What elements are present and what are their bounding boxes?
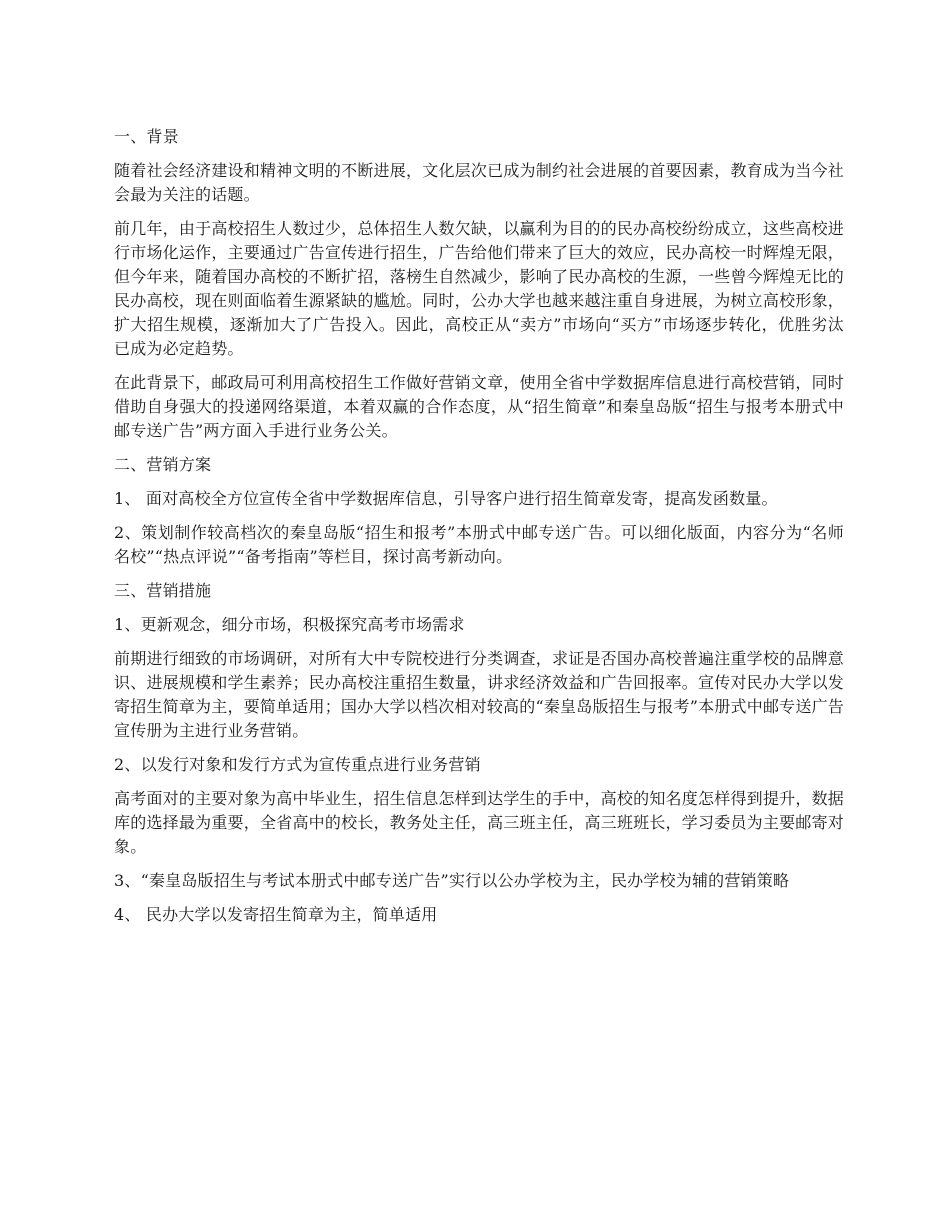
paragraph: 在此背景下，邮政局可利用高校招生工作做好营销文章，使用全省中学数据库信息进行高校营销，同时借助自身强大的投递网络渠道，本着双赢的合作态度，从“招生简章”和秦皇岛版“招生与报考本册式中邮专送广告”两方面入手进行业务公关。 <box>114 373 844 440</box>
subheading: 4、 民办大学以发寄招生简章为主，简单适用 <box>114 905 438 924</box>
subheading: 1、更新观念，细分市场，积极探究高考市场需求 <box>114 615 465 634</box>
document-body <box>114 125 844 937</box>
section-heading-background: 一、背景 <box>114 127 179 146</box>
list-item: 1、 面对高校全方位宣传全省中学数据库信息，引导客户进行招生简章发寄，提高发函数量。 <box>114 489 778 508</box>
paragraph: 随着社会经济建设和精神文明的不断进展，文化层次已成为制约社会进展的首要因素，教育成为当今社会最为关注的话题。 <box>114 161 844 204</box>
section-heading-plan: 二、营销方案 <box>114 455 212 474</box>
section-heading-measures: 三、营销措施 <box>114 581 212 600</box>
subheading: 2、以发行对象和发行方式为宣传重点进行业务营销 <box>114 755 481 774</box>
paragraph: 高考面对的主要对象为高中毕业生，招生信息怎样到达学生的手中，高校的知名度怎样得到提升，数据库的选择最为重要，全省高中的校长，教务处主任，高三班主任，高三班班长，学习委员为主要邮寄对象。 <box>114 789 844 856</box>
paragraph: 前几年，由于高校招生人数过少，总体招生人数欠缺，以赢利为目的的民办高校纷纷成立，这些高校进行市场化运作，主要通过广告宣传进行招生，广告给他们带来了巨大的效应，民办高校一时辉煌无限，但今年来，随着国办高校的不断扩招，落榜生自然减少，影响了民办高校的生源，一些曾今辉煌无比的民办高校，现在则面临着生源紧缺的尴尬。同时，公办大学也越来越注重自身进展，为树立高校形象，扩大招生规模，逐渐加大了广告投入。因此，高校正从“卖方”市场向“买方”市场逐步转化，优胜劣汰已成为必定趋势。 <box>114 219 844 358</box>
subheading: 3、“秦皇岛版招生与考试本册式中邮专送广告”实行以公办学校为主，民办学校为辅的营销策略 <box>114 871 790 890</box>
paragraph: 前期进行细致的市场调研，对所有大中专院校进行分类调查，求证是否国办高校普遍注重学校的品牌意识、进展规模和学生素养；民办高校注重招生数量，讲求经济效益和广告回报率。宣传对民办大学以发寄招生简章为主，要简单适用；国办大学以档次相对较高的“秦皇岛版招生与报考”本册式中邮专送广告宣传册为主进行业务营销。 <box>114 649 844 740</box>
list-item: 2、策划制作较高档次的秦皇岛版“招生和报考”本册式中邮专送广告。可以细化版面，内容分为“名师名校”“热点评说”“备考指南”等栏目，探讨高考新动向。 <box>114 523 844 566</box>
